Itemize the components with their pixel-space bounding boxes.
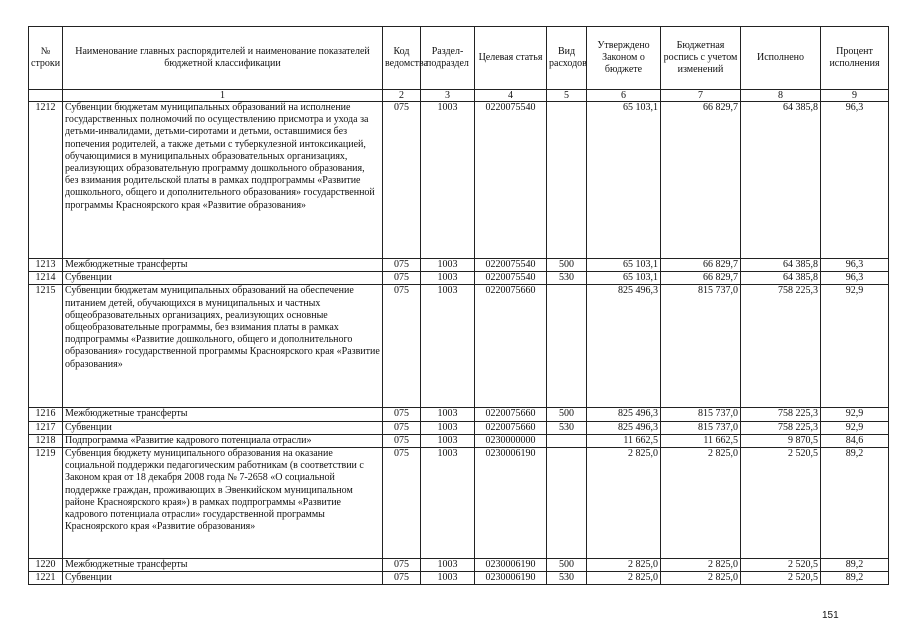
row-budget-list: 11 662,5 [661, 434, 741, 447]
row-target: 0220075660 [475, 408, 547, 421]
column-number: 9 [821, 90, 889, 102]
row-section: 1003 [421, 434, 475, 447]
row-target: 0230006190 [475, 572, 547, 585]
row-percent: 89,2 [821, 559, 889, 572]
row-number: 1215 [29, 285, 63, 408]
row-dept-code: 075 [383, 272, 421, 285]
row-target: 0220075660 [475, 285, 547, 408]
row-dept-code: 075 [383, 259, 421, 272]
row-approved: 825 496,3 [587, 421, 661, 434]
header-executed: Исполнено [741, 27, 821, 90]
column-number: 7 [661, 90, 741, 102]
page-number: 151 [822, 610, 839, 621]
row-section: 1003 [421, 572, 475, 585]
row-budget-list: 815 737,0 [661, 421, 741, 434]
row-number: 1214 [29, 272, 63, 285]
row-dept-code: 075 [383, 102, 421, 259]
row-name: Субвенции бюджетам муниципальных образований на исполнение государственных полномочий по осуществлению присмотра и ухода за детьми-инвалидами, детьми-сиротами и детьми, оставшимися без попечения родителей, а также детьми с туберкулезной интоксикацией, обучающимися в муниципальных образовательных организациях, реализующих образовательную программу дошкольного образования, без взимания родительской платы в рамках подпрограммы «Развитие дошкольного, общего и дополнительного образования» государственной программы Красноярского края «Развитие образования» [63, 102, 383, 259]
row-section: 1003 [421, 559, 475, 572]
row-expense-type [547, 434, 587, 447]
row-name: Субвенции бюджетам муниципальных образований на обеспечение питанием детей, обучающихся в муниципальных и частных общеобразовательных организациях, реализующих основные общеобразовательные программы, без взимания платы в рамках подпрограммы «Развитие дошкольного, общего и дополнительного образования» государственной программы Красноярского края «Развитие образования» [63, 285, 383, 408]
row-target: 0220075540 [475, 272, 547, 285]
row-name: Субвенции [63, 421, 383, 434]
row-expense-type: 500 [547, 408, 587, 421]
header-target: Целевая статья [475, 27, 547, 90]
table-body [29, 102, 889, 585]
row-expense-type: 530 [547, 572, 587, 585]
row-name: Межбюджетные трансферты [63, 559, 383, 572]
column-number: 4 [475, 90, 547, 102]
row-percent: 84,6 [821, 434, 889, 447]
row-target: 0230006190 [475, 559, 547, 572]
row-percent: 96,3 [821, 259, 889, 272]
row-executed: 2 520,5 [741, 448, 821, 559]
row-expense-type: 500 [547, 559, 587, 572]
row-budget-list: 2 825,0 [661, 559, 741, 572]
row-number: 1221 [29, 572, 63, 585]
column-number: 1 [63, 90, 383, 102]
row-budget-list: 2 825,0 [661, 572, 741, 585]
header-approved: Утверждено Законом о бюджете [587, 27, 661, 90]
row-approved: 65 103,1 [587, 259, 661, 272]
row-section: 1003 [421, 102, 475, 259]
row-expense-type [547, 285, 587, 408]
row-approved: 2 825,0 [587, 559, 661, 572]
row-section: 1003 [421, 285, 475, 408]
row-section: 1003 [421, 408, 475, 421]
row-section: 1003 [421, 272, 475, 285]
row-name: Межбюджетные трансферты [63, 408, 383, 421]
row-name: Субвенции [63, 572, 383, 585]
row-name: Субвенции [63, 272, 383, 285]
row-target: 0230006190 [475, 448, 547, 559]
header-percent: Процент исполнения [821, 27, 889, 90]
column-number [29, 90, 63, 102]
row-percent: 89,2 [821, 572, 889, 585]
row-expense-type: 500 [547, 259, 587, 272]
row-executed: 758 225,3 [741, 408, 821, 421]
row-executed: 64 385,8 [741, 259, 821, 272]
row-executed: 2 520,5 [741, 559, 821, 572]
row-budget-list: 815 737,0 [661, 408, 741, 421]
row-number: 1213 [29, 259, 63, 272]
row-percent: 92,9 [821, 285, 889, 408]
table-row [29, 272, 889, 285]
table-row [29, 408, 889, 421]
header-name: Наименование главных распорядителей и наименование показателей бюджетной классификации [63, 27, 383, 90]
table-row [29, 102, 889, 259]
row-expense-type: 530 [547, 421, 587, 434]
column-number: 3 [421, 90, 475, 102]
table-row [29, 285, 889, 408]
row-budget-list: 66 829,7 [661, 259, 741, 272]
table-row [29, 448, 889, 559]
column-number: 8 [741, 90, 821, 102]
column-number-row [29, 90, 889, 102]
row-executed: 9 870,5 [741, 434, 821, 447]
table-row [29, 572, 889, 585]
row-percent: 89,2 [821, 448, 889, 559]
row-budget-list: 66 829,7 [661, 102, 741, 259]
table-row [29, 559, 889, 572]
row-percent: 92,9 [821, 408, 889, 421]
row-executed: 758 225,3 [741, 285, 821, 408]
row-percent: 96,3 [821, 102, 889, 259]
row-executed: 64 385,8 [741, 102, 821, 259]
budget-table [28, 26, 889, 585]
table-row [29, 259, 889, 272]
row-section: 1003 [421, 421, 475, 434]
row-dept-code: 075 [383, 285, 421, 408]
column-number: 6 [587, 90, 661, 102]
row-budget-list: 2 825,0 [661, 448, 741, 559]
row-budget-list: 815 737,0 [661, 285, 741, 408]
row-dept-code: 075 [383, 559, 421, 572]
column-number: 2 [383, 90, 421, 102]
row-approved: 2 825,0 [587, 448, 661, 559]
row-budget-list: 66 829,7 [661, 272, 741, 285]
column-number: 5 [547, 90, 587, 102]
row-executed: 2 520,5 [741, 572, 821, 585]
row-name: Межбюджетные трансферты [63, 259, 383, 272]
table-row [29, 421, 889, 434]
row-approved: 825 496,3 [587, 285, 661, 408]
row-dept-code: 075 [383, 572, 421, 585]
row-name: Субвенция бюджету муниципального образования на оказание социальной поддержки педагогическим работникам (в соответствии с Законом края от 18 декабря 2008 года № 7-2658 «О социальной поддержке граждан, проживающих в Эвенкийском муниципальном районе Красноярского края») в рамках подпрограммы «Развитие кадрового потенциала отрасли» государственной программы Красноярского края «Развитие образования» [63, 448, 383, 559]
row-number: 1219 [29, 448, 63, 559]
header-row [29, 27, 889, 90]
row-number: 1217 [29, 421, 63, 434]
row-expense-type [547, 448, 587, 559]
row-number: 1220 [29, 559, 63, 572]
row-dept-code: 075 [383, 434, 421, 447]
row-name: Подпрограмма «Развитие кадрового потенциала отрасли» [63, 434, 383, 447]
row-approved: 65 103,1 [587, 102, 661, 259]
row-dept-code: 075 [383, 448, 421, 559]
row-number: 1216 [29, 408, 63, 421]
row-approved: 2 825,0 [587, 572, 661, 585]
header-section: Раздел-подраздел [421, 27, 475, 90]
row-expense-type: 530 [547, 272, 587, 285]
row-approved: 11 662,5 [587, 434, 661, 447]
header-expense-type: Вид расходов [547, 27, 587, 90]
row-target: 0220075540 [475, 259, 547, 272]
row-executed: 758 225,3 [741, 421, 821, 434]
header-row-no: № строки [29, 27, 63, 90]
row-dept-code: 075 [383, 408, 421, 421]
header-budget-list: Бюджетная роспись с учетом изменений [661, 27, 741, 90]
document-page [28, 26, 888, 585]
table-row [29, 434, 889, 447]
row-target: 0220075540 [475, 102, 547, 259]
row-approved: 825 496,3 [587, 408, 661, 421]
header-dept-code: Код ведомства [383, 27, 421, 90]
row-target: 0220075660 [475, 421, 547, 434]
row-executed: 64 385,8 [741, 272, 821, 285]
row-section: 1003 [421, 259, 475, 272]
row-number: 1212 [29, 102, 63, 259]
row-section: 1003 [421, 448, 475, 559]
row-percent: 96,3 [821, 272, 889, 285]
row-approved: 65 103,1 [587, 272, 661, 285]
row-percent: 92,9 [821, 421, 889, 434]
row-dept-code: 075 [383, 421, 421, 434]
row-expense-type [547, 102, 587, 259]
row-target: 0230000000 [475, 434, 547, 447]
row-number: 1218 [29, 434, 63, 447]
